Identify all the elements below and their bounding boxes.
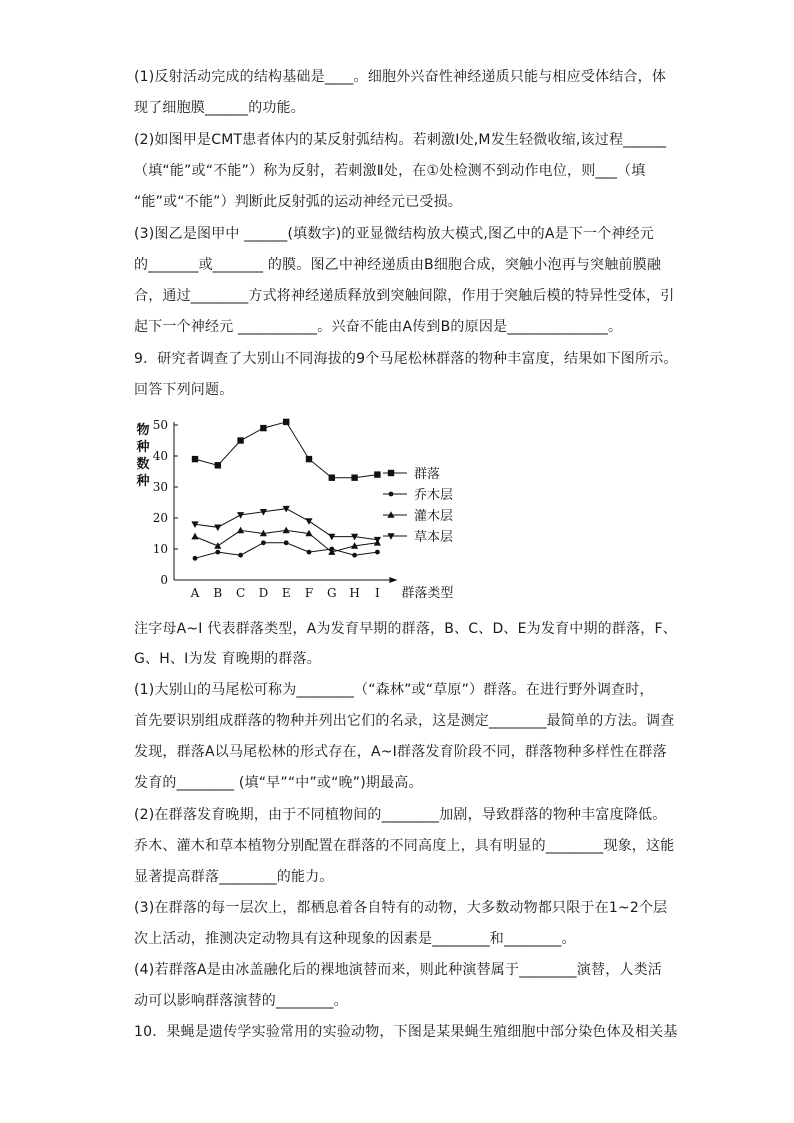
x-tick-label: D	[258, 586, 269, 600]
x-tick-label: E	[281, 586, 291, 600]
y-tick-label: 10	[152, 542, 168, 556]
y-tick-label: 20	[152, 511, 168, 525]
text-line: （填“能”或“不能”）称为反射，若刺激Ⅱ处，在①处检测不到动作电位，则___（填	[134, 163, 646, 179]
text-line: (3)图乙是图甲中 ______(填数字)的亚显微结构放大模式,图乙中的A是下一个神经元	[134, 226, 655, 242]
question-10-stem: 10．果蝇是遗传学实验常用的实验动物，下图是某果蝇生殖细胞中部分染色体及相关基	[134, 1024, 678, 1040]
data-point	[306, 456, 312, 462]
legend-label: 群落	[414, 467, 441, 482]
text-line: 发育的________ (填“早”“中”或“晚”)期最高。	[134, 775, 423, 791]
chart-legend	[383, 467, 453, 545]
legend-label: 灌木层	[414, 509, 454, 524]
data-point	[283, 419, 289, 425]
text-line: 注字母A~I 代表群落类型，A为发育早期的群落，B、C、D、E为发育中期的群落，F、	[134, 621, 677, 637]
data-point	[215, 550, 220, 555]
text-line: (1)大别山的马尾松可称为________（“森林”或“草原”）群落。在进行野外调查时，	[134, 682, 654, 698]
data-point	[237, 527, 244, 534]
chart-series	[191, 419, 381, 561]
data-point	[305, 518, 312, 525]
data-point	[238, 553, 243, 558]
data-point	[307, 550, 312, 555]
y-tick-label: 40	[152, 449, 168, 463]
x-axis-arrow	[389, 577, 397, 583]
legend-label: 乔木层	[414, 488, 454, 503]
y-tick-label: 0	[160, 573, 168, 587]
x-tick-label: G	[327, 586, 337, 600]
x-tick-label: F	[304, 586, 314, 600]
y-axis-label-char: 数	[136, 457, 150, 472]
series-line	[195, 422, 377, 478]
chart-axes	[135, 418, 453, 601]
y-axis-label-char: 种	[136, 474, 150, 489]
data-point	[374, 537, 381, 544]
series-line	[195, 509, 377, 540]
text-line: 的_______或_______ 的膜。图乙中神经递质由B细胞合成，突触小泡再与突触前膜融	[134, 257, 662, 273]
data-point	[191, 533, 198, 540]
y-axis-label-char: 种	[136, 440, 150, 455]
data-point	[351, 475, 357, 481]
text-line: (2)在群落发育晚期，由于不同植物间的________加剧，导致群落的物种丰富度降低。	[134, 807, 667, 823]
legend-label: 草本层	[414, 530, 454, 545]
data-point	[283, 527, 290, 534]
legend-marker	[389, 492, 394, 497]
text-line: 回答下列问题。	[134, 382, 234, 398]
data-point	[375, 550, 380, 555]
text-line: 动可以影响群落演替的________。	[134, 993, 348, 1009]
y-tick-label: 30	[152, 480, 168, 494]
species-richness-chart	[130, 410, 470, 605]
data-point	[284, 540, 289, 545]
text-line: (1)反射活动完成的结构基础是____。细胞外兴奋性神经递质只能与相应受体结合，体	[134, 69, 667, 85]
text-line: “能”或“不能”）判断此反射弧的运动神经元已受损。	[134, 194, 463, 210]
data-point	[237, 512, 244, 519]
data-point	[192, 456, 198, 462]
x-axis-label: 群落类型	[401, 586, 454, 601]
question-9-stem: 9．研究者调查了大别山不同海拔的9个马尾松林群落的物种丰富度，结果如下图所示。	[134, 351, 678, 367]
text-line: 起下一个神经元 ___________。兴奋不能由A传到B的原因是______________。	[134, 319, 623, 335]
text-line: (4)若群落A是由冰盖融化后的裸地演替而来，则此种演替属于________演替，人类活	[134, 962, 663, 978]
text-line: 合，通过________方式将神经递质释放到突触间隙，作用于突触后模的特异性受体，引	[134, 288, 675, 304]
data-point	[374, 471, 380, 477]
text-line: 乔木、灌木和草本植物分别配置在群落的不同高度上，具有明显的________现象，这能	[134, 838, 675, 854]
text-line: 现了细胞膜______的功能。	[134, 100, 305, 116]
text-line: 次上活动，推测决定动物具有这种现象的因素是________和________。	[134, 931, 576, 947]
x-tick-label: H	[349, 586, 360, 600]
text-line: G、H、I为发 育晚期的群落。	[134, 651, 321, 667]
x-tick-label: B	[213, 586, 223, 600]
text-line: 发现，群落A以马尾松林的形式存在，A~I群落发育阶段不同，群落物种多样性在群落	[134, 744, 667, 760]
data-point	[215, 462, 221, 468]
y-tick-label: 50	[152, 418, 168, 432]
legend-marker	[388, 470, 394, 476]
data-point	[214, 525, 221, 532]
data-point	[261, 540, 266, 545]
text-line: (2)如图甲是CMT患者体内的某反射弧结构。若刺激Ⅰ处,M发生轻微收缩,该过程______	[134, 132, 667, 148]
text-line: 首先要识别组成群落的物种并列出它们的名录，这是测定________最简单的方法。调查	[134, 713, 675, 729]
data-point	[237, 437, 243, 443]
data-point	[260, 425, 266, 431]
data-point	[193, 556, 198, 561]
y-axis-label-char: 物	[136, 423, 150, 438]
text-line: 显著提高群落________的能力。	[134, 869, 334, 885]
x-tick-label: C	[236, 586, 246, 600]
x-tick-label: A	[190, 586, 200, 600]
text-line: (3)在群落的每一层次上，都栖息着各自特有的动物，大多数动物都只限于在1~2个层	[134, 900, 668, 916]
data-point	[352, 553, 357, 558]
data-point	[329, 475, 335, 481]
x-tick-label: I	[375, 586, 380, 600]
